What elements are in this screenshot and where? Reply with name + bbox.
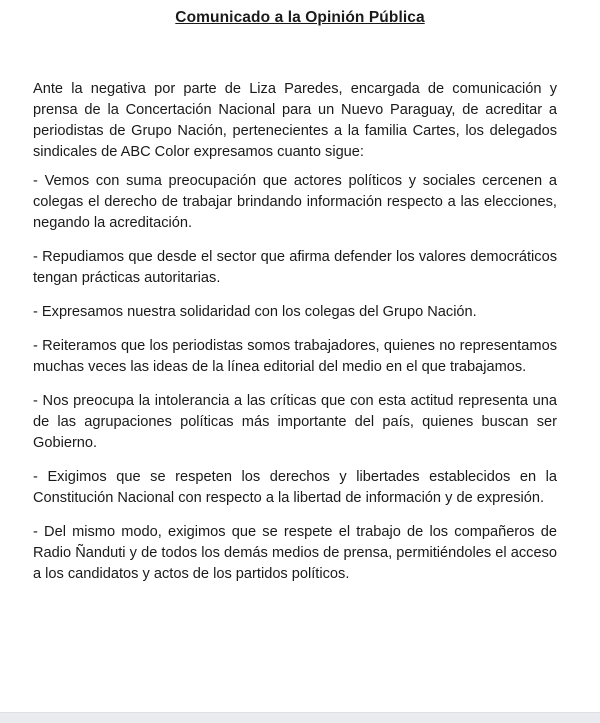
point-paragraph: - Exigimos que se respeten los derechos y libertades establecidos en la Constitución Nacional con respecto a la libertad de información y de expresión.: [33, 469, 557, 506]
intro-paragraph: Ante la negativa por parte de Liza Paredes, encargada de comunicación y prensa de la Concertación Nacional para un Nuevo Paraguay, de acreditar a periodistas de Grupo Nación, pertenecientes a la familia Cartes, los delegados sindicales de ABC Color expresamos cuanto sigue:: [33, 81, 557, 160]
point-paragraph: - Vemos con suma preocupación que actores políticos y sociales cercenen a colegas el derecho de trabajar brindando información respecto a las elecciones, negando la acreditación.: [33, 173, 557, 231]
point-paragraph: - Del mismo modo, exigimos que se respete el trabajo de los compañeros de Radio Ñanduti y de todos los demás medios de prensa, permitiéndoles el acceso a los candidatos y actos de los partidos políticos.: [33, 524, 557, 582]
image-frame-bottom-strip: [0, 712, 600, 723]
document-body: [33, 79, 557, 598]
point-paragraph: - Nos preocupa la intolerancia a las críticas que con esta actitud representa una de las agrupaciones políticas más importante del país, quienes buscan ser Gobierno.: [33, 393, 557, 451]
document-title: Comunicado a la Opinión Pública: [175, 9, 425, 26]
point-paragraph: - Expresamos nuestra solidaridad con los colegas del Grupo Nación.: [33, 304, 477, 320]
point-paragraph: - Reiteramos que los periodistas somos trabajadores, quienes no representamos muchas veces las ideas de la línea editorial del medio en el que trabajamos.: [33, 338, 557, 375]
point-paragraph: - Repudiamos que desde el sector que afirma defender los valores democráticos tengan prácticas autoritarias.: [33, 249, 557, 286]
